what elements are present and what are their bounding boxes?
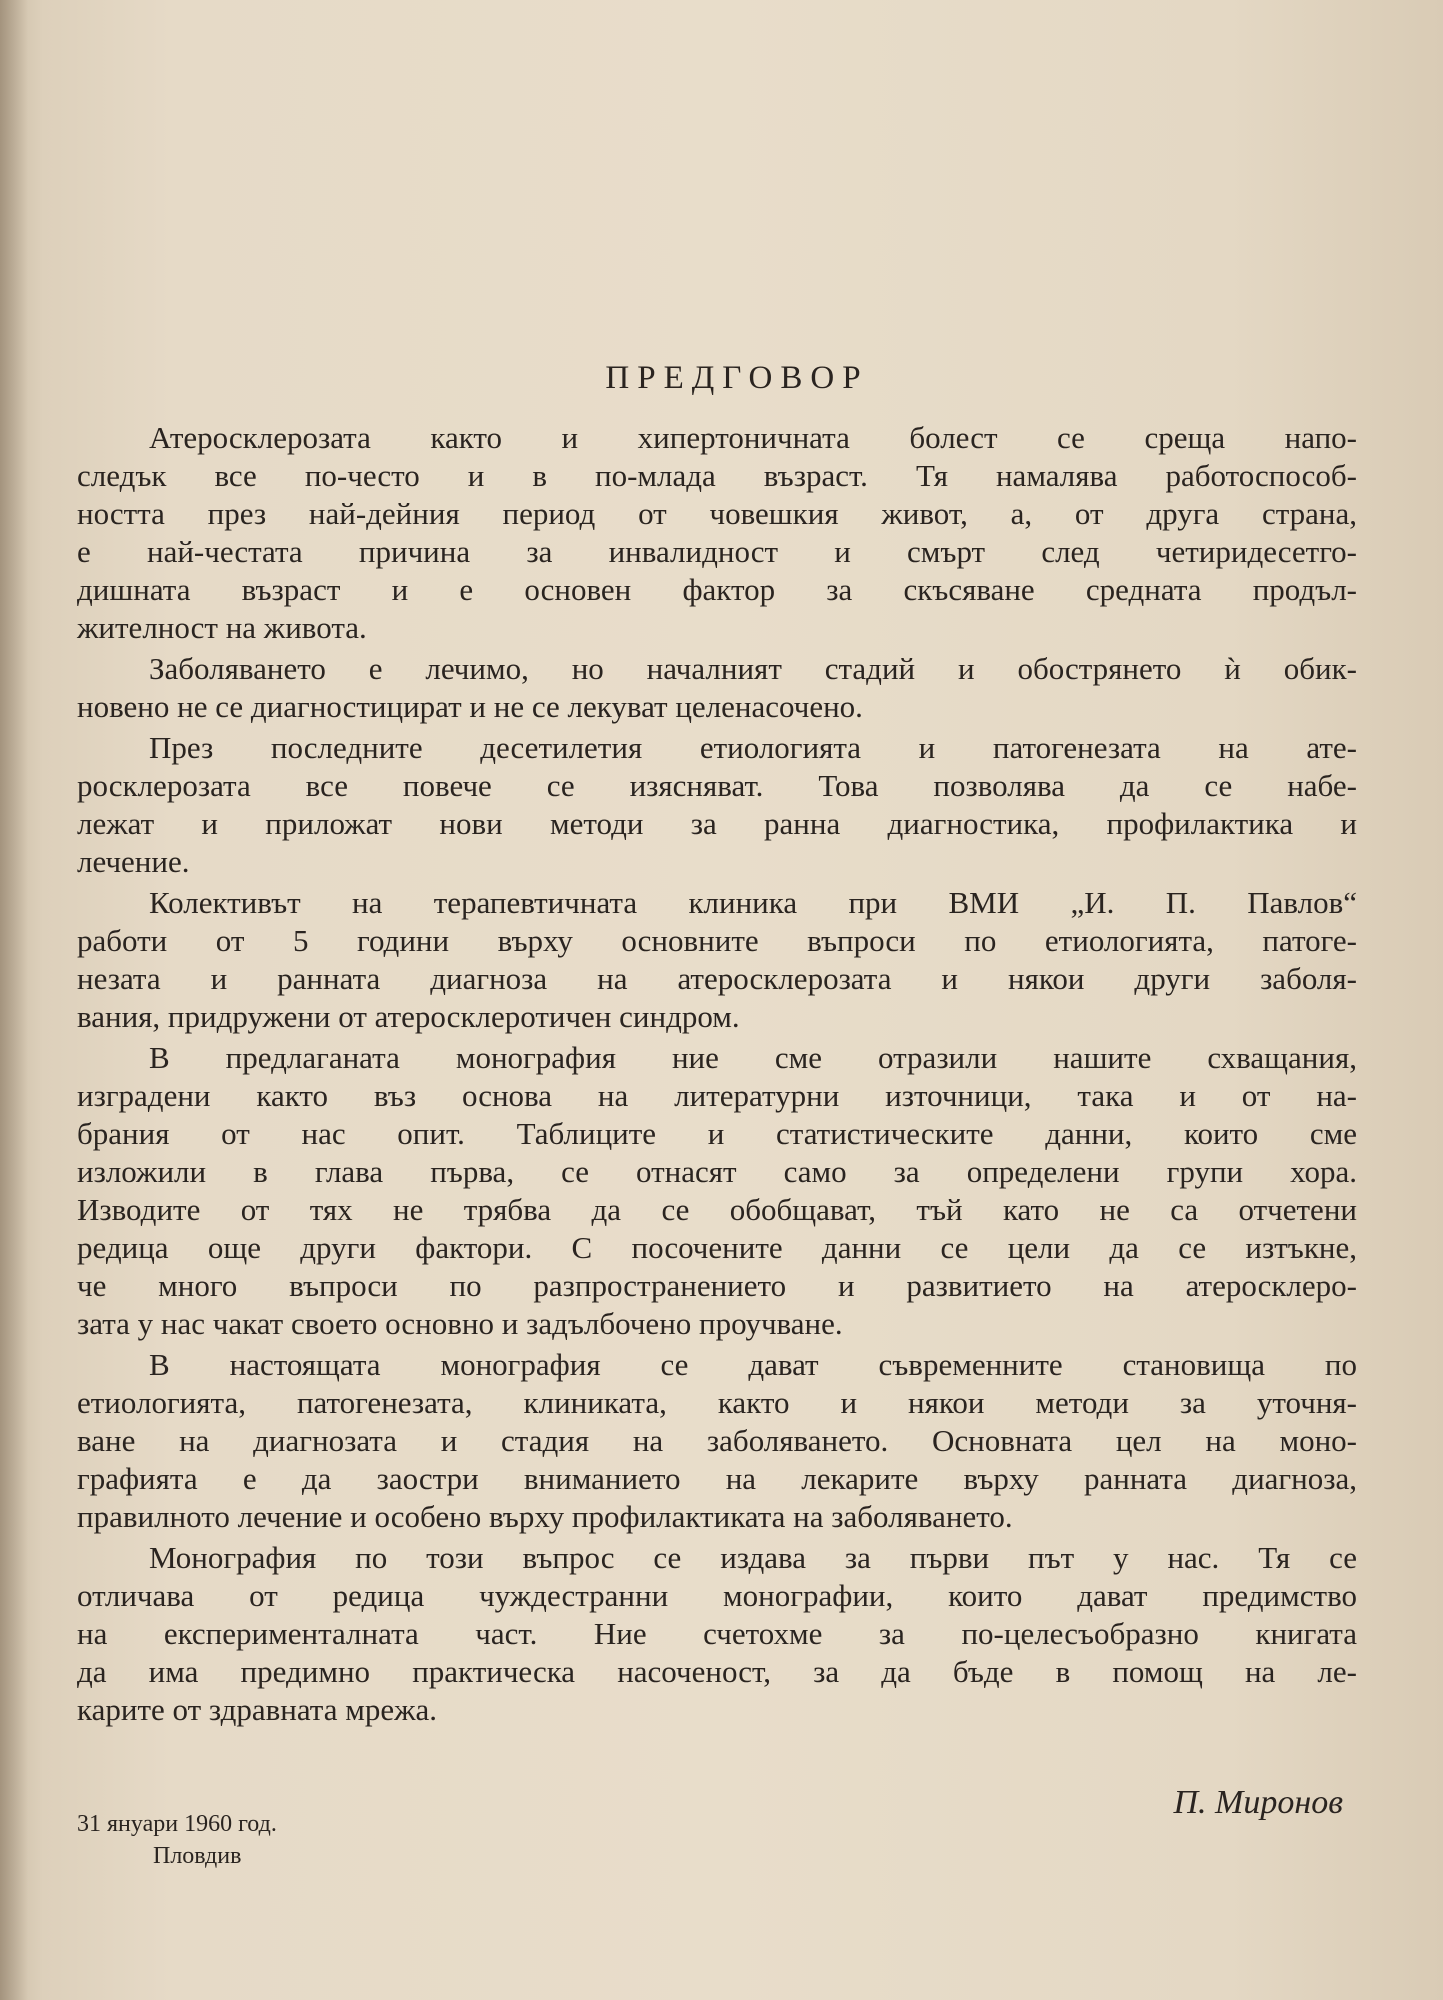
text-line: че много въпроси по разпространението и развитието на атеросклеро-: [77, 1268, 1357, 1303]
paragraphs: [77, 419, 1357, 1729]
text-line: В предлаганата монография ние сме отразили нашите схващания,: [149, 1040, 1357, 1075]
text-line: е най-честата причина за инвалидност и смърт след четиридесетго-: [77, 534, 1357, 569]
text-line: росклерозата все повече се изясняват. Това позволява да се набе-: [77, 768, 1357, 803]
preface-text: [77, 360, 1357, 1729]
date-place: [77, 1808, 277, 1872]
text-line: В настоящата монография се дават съвременните становища по: [149, 1347, 1357, 1382]
paragraph: [77, 650, 1357, 726]
text-line: През последните десетилетия етиологията и патогенезата на ате-: [149, 730, 1357, 765]
text-line: графията е да заостри вниманието на лекарите върху ранната диагноза,: [77, 1461, 1357, 1496]
text-line: лежат и приложат нови методи за ранна диагностика, профилактика и: [77, 806, 1357, 841]
text-line: новено не се диагностицират и не се лекуват целенасочено.: [77, 689, 863, 724]
text-line: Заболяването е лечимо, но началният стадий и обострянето ѝ обик-: [149, 651, 1357, 686]
text-line: незата и ранната диагноза на атеросклерозата и някои други заболя-: [77, 961, 1357, 996]
text-line: изложили в глава първа, се отнасят само за определени групи хора.: [77, 1154, 1357, 1189]
text-line: работи от 5 години върху основните въпроси по етиологията, патоге-: [77, 923, 1357, 958]
paragraph: [77, 1039, 1357, 1343]
text-line: отличава от редица чуждестранни монографии, които дават предимство: [77, 1578, 1357, 1613]
text-line: вания, придружени от атеросклеротичен синдром.: [77, 999, 740, 1034]
paragraph: [77, 1346, 1357, 1536]
date-line: 31 януари 1960 год.: [77, 1811, 277, 1837]
text-line: Изводите от тях не трябва да се обобщават, тъй като не са отчетени: [77, 1192, 1357, 1227]
text-line: изградени както въз основа на литературни източници, така и от на-: [77, 1078, 1357, 1113]
text-line: брания от нас опит. Таблиците и статистическите данни, които сме: [77, 1116, 1357, 1151]
text-line: Атеросклерозата както и хипертоничната болест се среща напо-: [149, 420, 1357, 455]
author-signature: П. Миронов: [1173, 1784, 1343, 1821]
spine-shadow: [0, 0, 28, 2000]
text-line: Колективът на терапевтичната клиника при ВМИ „И. П. Павлов“: [149, 885, 1357, 920]
text-line: етиологията, патогенезата, клиниката, както и някои методи за уточня-: [77, 1385, 1357, 1420]
text-line: следък все по-често и в по-млада възраст. Тя намалява работоспособ-: [77, 458, 1357, 493]
paragraph: [77, 419, 1357, 647]
paragraph: [77, 1539, 1357, 1729]
text-line: Монография по този въпрос се издава за първи път у нас. Тя се: [149, 1540, 1357, 1575]
text-line: на експерименталната част. Ние счетохме за по-целесъобразно книгата: [77, 1616, 1357, 1651]
page-title: ПРЕДГОВОР: [605, 360, 869, 396]
text-line: дишната възраст и е основен фактор за скъсяване средната продъл-: [77, 572, 1357, 607]
text-line: лечение.: [77, 844, 190, 879]
place-line: Пловдив: [153, 1843, 242, 1869]
text-line: ване на диагнозата и стадия на заболяването. Основната цел на моно-: [77, 1423, 1357, 1458]
text-line: жителност на живота.: [77, 610, 367, 645]
text-line: ността през най-дейния период от човешкия живот, а, от друга страна,: [77, 496, 1357, 531]
text-line: да има предимно практическа насоченост, за да бъде в помощ на ле-: [77, 1654, 1357, 1689]
paragraph: [77, 884, 1357, 1036]
text-line: карите от здравната мрежа.: [77, 1692, 438, 1727]
text-line: редица още други фактори. С посочените данни се цели да се изтъкне,: [77, 1230, 1357, 1265]
text-line: зата у нас чакат своето основно и задълбочено проучване.: [77, 1306, 843, 1341]
paragraph: [77, 729, 1357, 881]
text-line: правилното лечение и особено върху профилактиката на заболяването.: [77, 1499, 1013, 1534]
